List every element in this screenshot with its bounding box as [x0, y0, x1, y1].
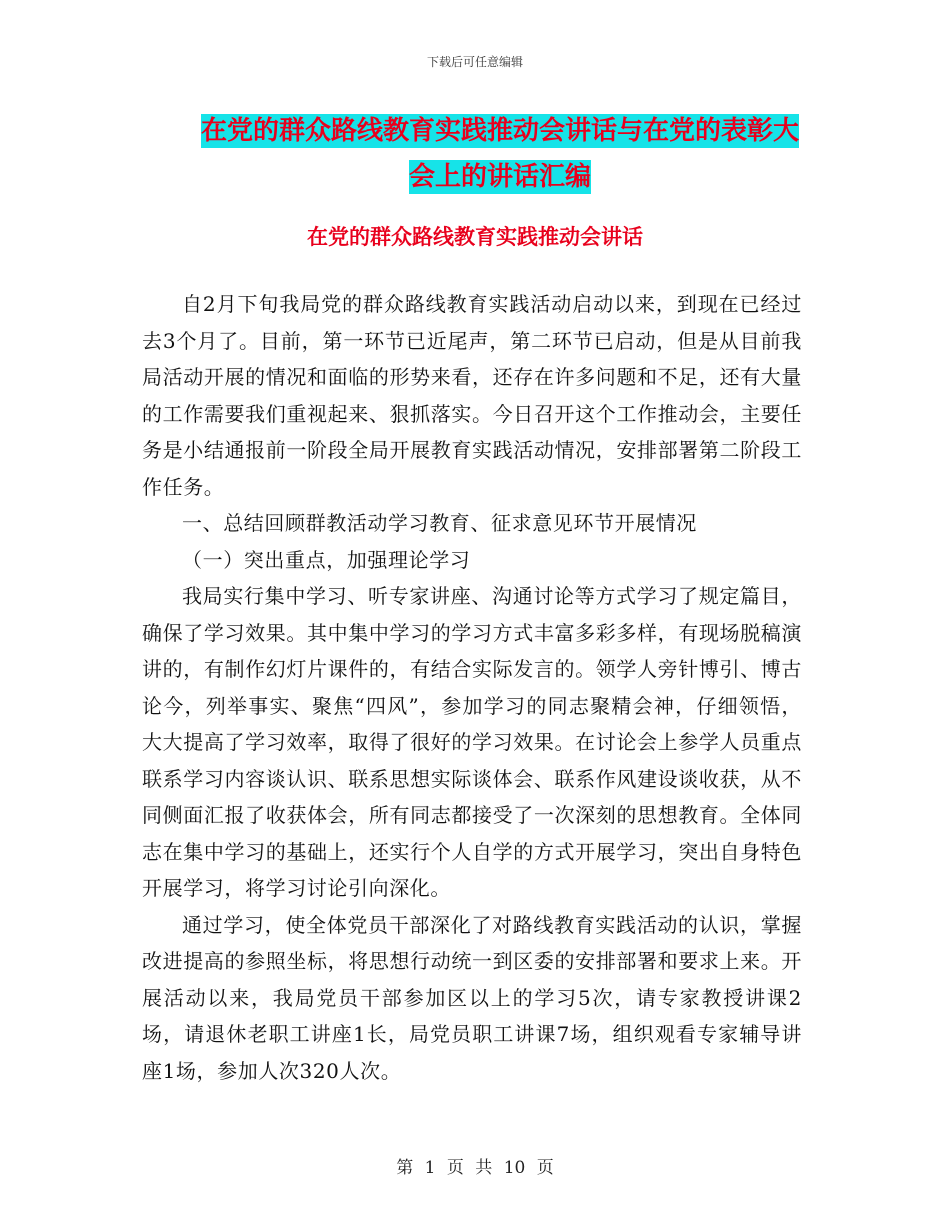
- paragraph: 自2月下旬我局党的群众路线教育实践活动启动以来，到现在已经过去3个月了。目前，第一环节已近尾声，第二环节已启动，但是从目前我局活动开展的情况和面临的形势来看，还存在许多问题和不足，还有大量的工作需要我们重视起来、狠抓落实。今日召开这个工作推动会，主要任务是小结通报前一阶段全局开展教育实践活动情况，安排部署第二阶段工作任务。: [142, 292, 802, 499]
- header-note: 下载后可任意编辑: [426, 55, 523, 69]
- document-title-line-1: 在党的群众路线教育实践推动会讲话与在党的表彰大: [200, 116, 799, 146]
- paragraph: 通过学习，使全体党员干部深化了对路线教育实践活动的认识，掌握改进提高的参照坐标，将思想行动统一到区委的安排部署和要求上来。开展活动以来，我局党员干部参加区以上的学习5次，请专家教授讲课2场，请退休老职工讲座1长，局党员职工讲课7场，组织观看专家辅导讲座1场，参加人次320人次。: [142, 912, 802, 1083]
- document-title-line-2: 会上的讲话汇编: [408, 162, 591, 192]
- body-text: [142, 286, 802, 1089]
- heading-level-1: 一、总结回顾群教活动学习教育、征求意见环节开展情况: [182, 511, 697, 535]
- section-title: 在党的群众路线教育实践推动会讲话: [307, 225, 643, 249]
- heading-level-2: （一）突出重点，加强理论学习: [182, 547, 471, 572]
- paragraph: 我局实行集中学习、听专家讲座、沟通讨论等方式学习了规定篇目，确保了学习效果。其中集中学习的学习方式丰富多彩多样，有现场脱稿演讲的，有制作幻灯片课件的，有结合实际发言的。领学人旁针博引、博古论今，列举事实、聚焦“四风”，参加学习的同志聚精会神，仔细领悟，大大提高了学习效率，取得了很好的学习效果。在讨论会上参学人员重点联系学习内容谈认识、联系思想实际谈体会、联系作风建设谈收获，从不同侧面汇报了收获体会，所有同志都接受了一次深刻的思想教育。全体同志在集中学习的基础上，还实行个人自学的方式开展学习，突出自身特色开展学习，将学习讨论引向深化。: [142, 584, 802, 900]
- page-footer: 第 1 页 共 10 页: [396, 1158, 554, 1178]
- document-title: [150, 108, 850, 200]
